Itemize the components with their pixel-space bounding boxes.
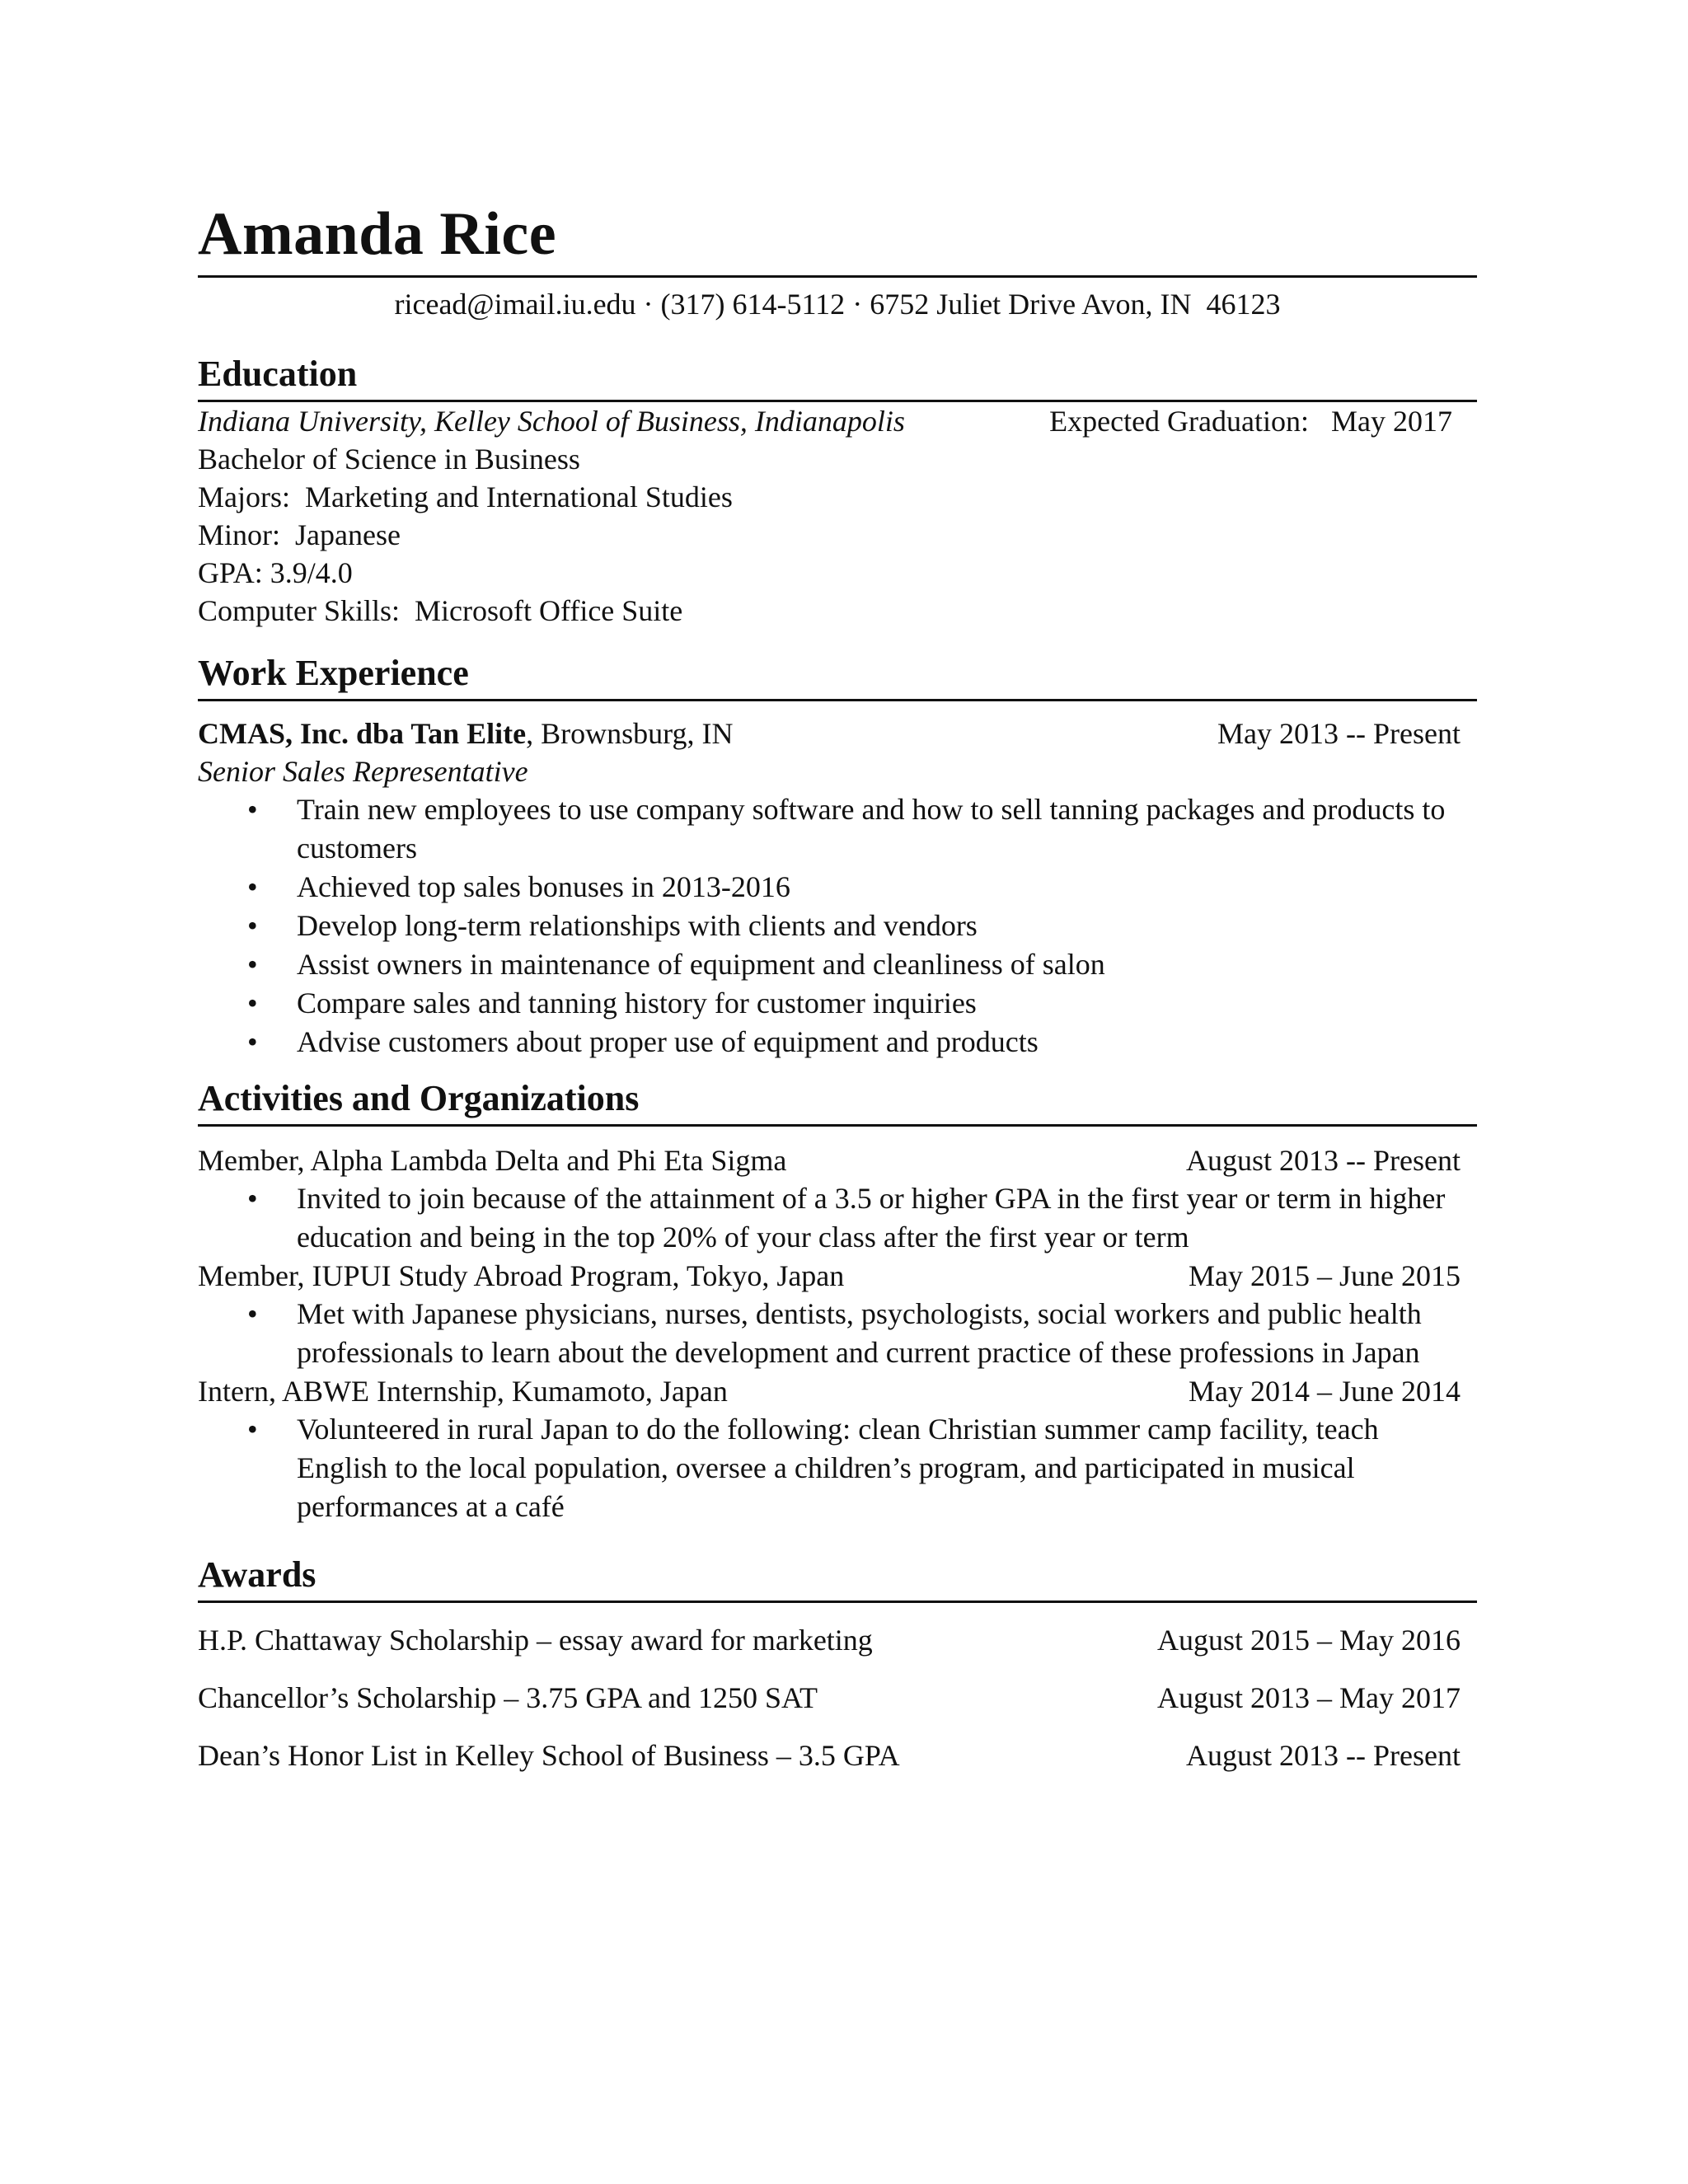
work-section bbox=[198, 651, 1477, 1062]
list-item: • Assist owners in maintenance of equipment and cleanliness of salon bbox=[297, 945, 1461, 984]
phone-text: (317) 614-5112 bbox=[660, 288, 846, 321]
activities-section bbox=[198, 1076, 1477, 1526]
awards-heading: Awards bbox=[198, 1553, 1477, 1603]
separator: · bbox=[635, 288, 661, 321]
list-item: • Compare sales and tanning history for customer inquiries bbox=[297, 984, 1461, 1023]
address-text: 6752 Juliet Drive Avon, IN 46123 bbox=[870, 288, 1281, 321]
email-text: ricead@imail.iu.edu bbox=[394, 288, 636, 321]
list-item: • Met with Japanese physicians, nurses, dentists, psychologists, social workers and public health professionals to learn about the development and current practice of these professions in Japan bbox=[297, 1295, 1461, 1372]
graduation-date: Expected Graduation: May 2017 bbox=[1049, 405, 1452, 438]
activity-row bbox=[198, 1372, 1477, 1410]
activities-heading: Activities and Organizations bbox=[198, 1076, 1477, 1127]
list-item: • Volunteered in rural Japan to do the following: clean Christian summer camp facility, teach English to the local population, oversee a children’s program, and participated in musical performances at a café bbox=[297, 1410, 1403, 1526]
activity-role: Intern, ABWE Internship, Kumamoto, Japan bbox=[198, 1375, 728, 1408]
school-name: Indiana University, Kelley School of Business, Indianapolis bbox=[198, 405, 905, 438]
degree-text: Bachelor of Science in Business bbox=[198, 443, 580, 476]
skills-text: Computer Skills: Microsoft Office Suite bbox=[198, 594, 683, 627]
list-item: • Achieved top sales bonuses in 2013-2016 bbox=[297, 868, 1461, 907]
contact-line bbox=[198, 286, 1477, 322]
award-row bbox=[198, 1736, 1477, 1774]
list-item: • Invited to join because of the attainment of a 3.5 or higher GPA in the first year or term in higher education and being in the top 20% of your class after the first year or term bbox=[297, 1179, 1461, 1257]
employer-name: CMAS, Inc. dba Tan Elite bbox=[198, 717, 527, 750]
activity-row bbox=[198, 1257, 1477, 1295]
employer-line bbox=[198, 715, 733, 752]
award-name: Chancellor’s Scholarship – 3.75 GPA and 1250 SAT bbox=[198, 1681, 818, 1714]
minor-text: Minor: Japanese bbox=[198, 518, 401, 551]
activity-dates: May 2015 – June 2015 bbox=[1189, 1259, 1461, 1292]
work-heading: Work Experience bbox=[198, 651, 1477, 701]
award-row bbox=[198, 1621, 1477, 1659]
activity-row bbox=[198, 1141, 1477, 1179]
activity-bullet-list bbox=[198, 1295, 1477, 1372]
award-name: Dean’s Honor List in Kelley School of Business – 3.5 GPA bbox=[198, 1739, 900, 1772]
work-dates: May 2013 -- Present bbox=[1217, 717, 1461, 750]
award-row bbox=[198, 1679, 1477, 1717]
education-school-row bbox=[198, 402, 1477, 440]
award-dates: August 2013 -- Present bbox=[1186, 1739, 1461, 1772]
activity-dates: May 2014 – June 2014 bbox=[1189, 1375, 1461, 1408]
list-item: • Advise customers about proper use of equipment and products bbox=[297, 1023, 1461, 1062]
activity-bullet-list bbox=[198, 1179, 1477, 1257]
award-dates: August 2015 – May 2016 bbox=[1157, 1624, 1461, 1657]
activity-role: Member, Alpha Lambda Delta and Phi Eta Sigma bbox=[198, 1144, 787, 1177]
education-heading: Education bbox=[198, 352, 1477, 402]
awards-section bbox=[198, 1553, 1477, 1774]
activity-dates: August 2013 -- Present bbox=[1186, 1144, 1461, 1177]
separator: · bbox=[845, 288, 870, 321]
employer-location: , Brownsburg, IN bbox=[526, 717, 734, 750]
award-dates: August 2013 – May 2017 bbox=[1157, 1681, 1461, 1714]
resume-name: Amanda Rice bbox=[198, 198, 1477, 278]
list-item: • Develop long-term relationships with clients and vendors bbox=[297, 907, 1461, 945]
award-name: H.P. Chattaway Scholarship – essay award for marketing bbox=[198, 1624, 873, 1657]
activity-role: Member, IUPUI Study Abroad Program, Tokyo, Japan bbox=[198, 1259, 845, 1292]
activity-bullet-list bbox=[198, 1410, 1477, 1526]
work-employer-row bbox=[198, 715, 1477, 752]
list-item: • Train new employees to use company software and how to sell tanning packages and products to customers bbox=[297, 790, 1461, 868]
resume-page bbox=[198, 198, 1477, 1774]
job-title: Senior Sales Representative bbox=[198, 755, 528, 788]
majors-text: Majors: Marketing and International Studies bbox=[198, 480, 733, 513]
gpa-text: GPA: 3.9/4.0 bbox=[198, 556, 353, 589]
work-bullet-list bbox=[198, 790, 1477, 1062]
education-section bbox=[198, 352, 1477, 630]
